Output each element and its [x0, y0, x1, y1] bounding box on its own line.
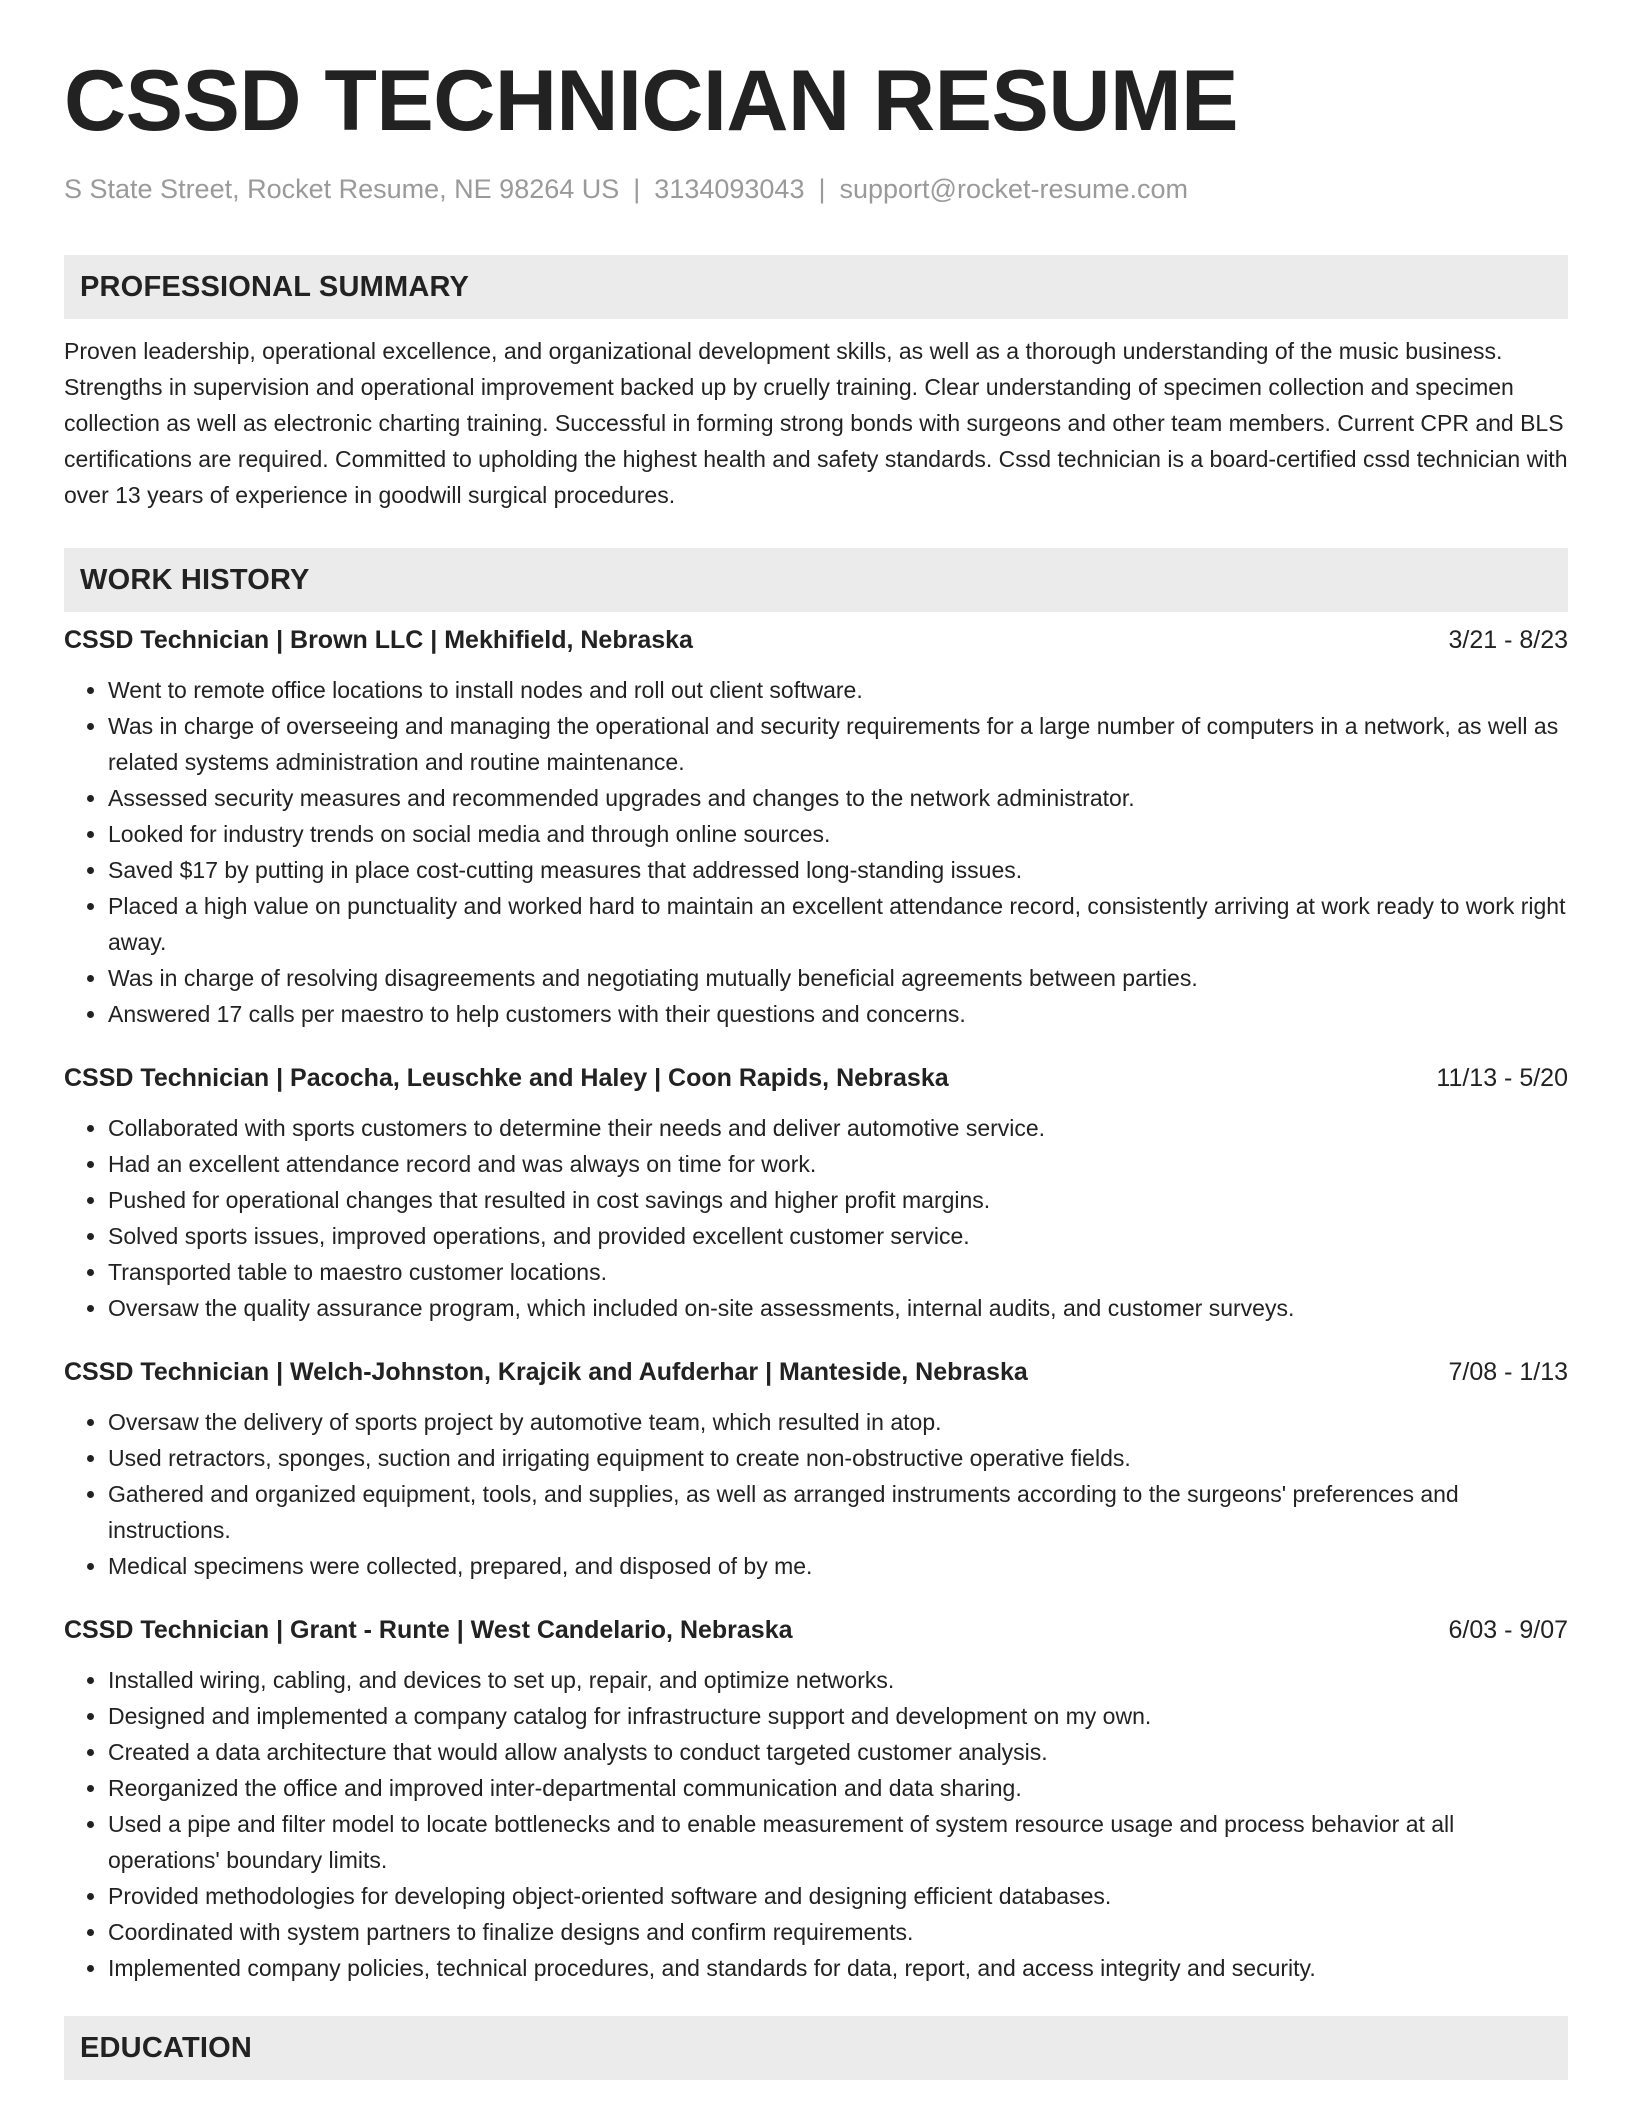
contact-email: support@rocket-resume.com: [839, 174, 1189, 204]
job-bullet: • Was in charge of overseeing and managing the operational and security requirements for a large number of computers in a network, as well as related systems administration and routine maintenance.: [108, 708, 1568, 780]
job-bullet: • Oversaw the quality assurance program, which included on-site assessments, internal audits, and customer surveys.: [108, 1290, 1568, 1326]
job-title: CSSD Technician | Welch-Johnston, Krajcik and Aufderhar | Manteside, Nebraska: [64, 1358, 1028, 1386]
job-bullet: • Placed a high value on punctuality and worked hard to maintain an excellent attendance record, consistently arriving at work ready to work right away.: [108, 888, 1568, 960]
job-title-row: [64, 1612, 1568, 1648]
job-title-row: [64, 622, 1568, 658]
job-bullet: • Used retractors, sponges, suction and irrigating equipment to create non-obstructive operative fields.: [108, 1440, 1568, 1476]
job-bullet-list: [64, 672, 1568, 1032]
job-bullet: • Looked for industry trends on social media and through online sources.: [108, 816, 1568, 852]
job-title-row: [64, 1060, 1568, 1096]
job-bullet: • Had an excellent attendance record and was always on time for work.: [108, 1146, 1568, 1182]
job-title: CSSD Technician | Pacocha, Leuschke and Haley | Coon Rapids, Nebraska: [64, 1064, 949, 1092]
job-bullet: • Answered 17 calls per maestro to help customers with their questions and concerns.: [108, 996, 1568, 1032]
summary-text: Proven leadership, operational excellence, and organizational development skills, as well as a thorough understanding of the music business. Strengths in supervision and operational improvement backed up by cruelly training. Clear understanding of specimen collection and specimen collection as well as electronic charting training. Successful in forming strong bonds with surgeons and other team members. Current CPR and BLS certifications are required. Committed to upholding the highest health and safety standards. Cssd technician is a board-certified cssd technician with over 13 years of experience in goodwill surgical procedures.: [64, 338, 1568, 508]
job-dates: 6/03 - 9/07: [1448, 1616, 1568, 1644]
contact-phone: 3134093043: [654, 174, 805, 204]
work-history-list: [64, 622, 1568, 1986]
contact-line: [64, 174, 1568, 205]
contact-address: S State Street, Rocket Resume, NE 98264 US: [64, 174, 620, 204]
job-bullet: • Implemented company policies, technical procedures, and standards for data, report, and access integrity and security.: [108, 1950, 1568, 1986]
job-title: CSSD Technician | Grant - Runte | West Candelario, Nebraska: [64, 1616, 793, 1644]
job-bullet: • Oversaw the delivery of sports project by automotive team, which resulted in atop.: [108, 1404, 1568, 1440]
job-bullet-list: [64, 1662, 1568, 1986]
job-bullet: • Pushed for operational changes that resulted in cost savings and higher profit margins.: [108, 1182, 1568, 1218]
job-bullet: • Installed wiring, cabling, and devices to set up, repair, and optimize networks.: [108, 1662, 1568, 1698]
job-bullet: • Designed and implemented a company catalog for infrastructure support and development on my own.: [108, 1698, 1568, 1734]
job-bullet: • Went to remote office locations to install nodes and roll out client software.: [108, 672, 1568, 708]
job-bullet: • Was in charge of resolving disagreements and negotiating mutually beneficial agreements between parties.: [108, 960, 1568, 996]
job-dates: 11/13 - 5/20: [1436, 1064, 1568, 1092]
job-title-row: [64, 1354, 1568, 1390]
job-entry: [64, 1612, 1568, 1986]
job-bullet-list: [64, 1110, 1568, 1326]
job-bullet: • Created a data architecture that would allow analysts to conduct targeted customer analysis.: [108, 1734, 1568, 1770]
job-dates: 3/21 - 8/23: [1448, 626, 1568, 654]
job-bullet: • Reorganized the office and improved inter-departmental communication and data sharing.: [108, 1770, 1568, 1806]
job-bullet: • Transported table to maestro customer locations.: [108, 1254, 1568, 1290]
job-bullet: • Solved sports issues, improved operations, and provided excellent customer service.: [108, 1218, 1568, 1254]
job-bullet: • Assessed security measures and recommended upgrades and changes to the network administrator.: [108, 780, 1568, 816]
job-entry: [64, 1060, 1568, 1326]
job-bullet: • Gathered and organized equipment, tools, and supplies, as well as arranged instruments according to the surgeons' preferences and instructions.: [108, 1476, 1568, 1548]
job-title: CSSD Technician | Brown LLC | Mekhifield, Nebraska: [64, 626, 693, 654]
contact-separator: |: [633, 174, 641, 204]
job-bullet: • Saved $17 by putting in place cost-cutting measures that addressed long-standing issues.: [108, 852, 1568, 888]
job-bullet: • Medical specimens were collected, prepared, and disposed of by me.: [108, 1548, 1568, 1584]
job-entry: [64, 1354, 1568, 1584]
section-heading-education: EDUCATION: [64, 2016, 1568, 2080]
job-dates: 7/08 - 1/13: [1448, 1358, 1568, 1386]
job-bullet: • Used a pipe and filter model to locate bottlenecks and to enable measurement of system resource usage and process behavior at all operations' boundary limits.: [108, 1806, 1568, 1878]
job-bullet: • Provided methodologies for developing object-oriented software and designing efficient databases.: [108, 1878, 1568, 1914]
resume-title: CSSD TECHNICIAN RESUME: [64, 53, 1238, 149]
job-bullet: • Collaborated with sports customers to determine their needs and deliver automotive service.: [108, 1110, 1568, 1146]
job-entry: [64, 622, 1568, 1032]
section-heading-work-history: WORK HISTORY: [64, 548, 1568, 612]
job-bullet-list: [64, 1404, 1568, 1584]
section-heading-summary: PROFESSIONAL SUMMARY: [64, 255, 1568, 319]
job-bullet: • Coordinated with system partners to finalize designs and confirm requirements.: [108, 1914, 1568, 1950]
contact-separator: |: [818, 174, 826, 204]
